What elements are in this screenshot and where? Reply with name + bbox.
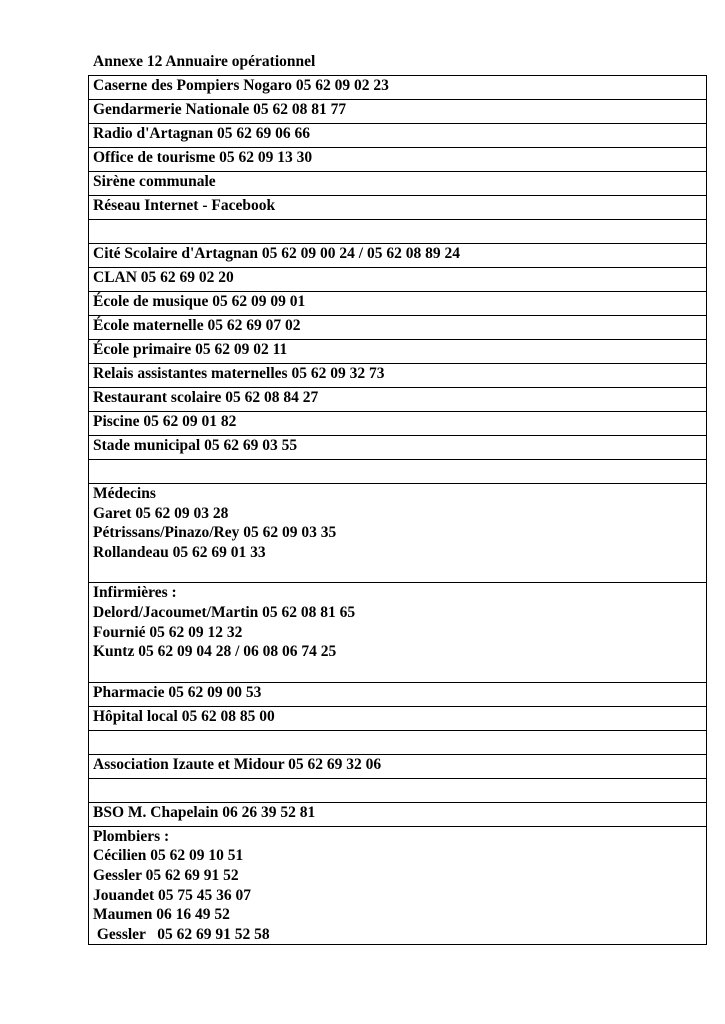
medecin-line: Rollandeau 05 62 69 01 33 — [93, 543, 266, 561]
entry-gendarmerie: Gendarmerie Nationale 05 62 08 81 77 — [89, 100, 707, 124]
entry-radio: Radio d'Artagnan 05 62 69 06 66 — [89, 124, 707, 148]
infirmieres-heading: Infirmières : — [93, 584, 177, 602]
entry-cite-scolaire: Cité Scolaire d'Artagnan 05 62 09 00 24 / 05 62 08 89 24 — [89, 244, 707, 268]
directory-table — [88, 75, 707, 945]
table-row — [89, 802, 707, 826]
entry-clan: CLAN 05 62 69 02 20 — [89, 268, 707, 292]
entry-restaurant-scolaire: Restaurant scolaire 05 62 08 84 27 — [89, 388, 707, 412]
entry-sirene: Sirène communale — [89, 172, 707, 196]
table-row — [89, 436, 707, 460]
entry-stade: Stade municipal 05 62 69 03 55 — [89, 436, 707, 460]
table-row — [89, 268, 707, 292]
entry-pompiers: Caserne des Pompiers Nogaro 05 62 09 02 23 — [89, 76, 707, 100]
table-row — [89, 196, 707, 220]
page-title: Annexe 12 Annuaire opérationnel — [93, 53, 316, 70]
entry-office-tourisme: Office de tourisme 05 62 09 13 30 — [89, 148, 707, 172]
entry-ecole-primaire: École primaire 05 62 09 02 11 — [89, 340, 707, 364]
table-row — [89, 316, 707, 340]
entry-ecole-maternelle: École maternelle 05 62 69 07 02 — [89, 316, 707, 340]
entry-piscine: Piscine 05 62 09 01 82 — [89, 412, 707, 436]
table-row — [89, 364, 707, 388]
table-row — [89, 826, 707, 945]
table-row — [89, 244, 707, 268]
table-row — [89, 412, 707, 436]
entry-association: Association Izaute et Midour 05 62 69 32 06 — [89, 754, 707, 778]
empty-row — [89, 778, 707, 802]
table-row — [89, 340, 707, 364]
table-row — [89, 706, 707, 730]
empty-cell — [89, 220, 707, 244]
plombier-line: Gessler 05 62 69 91 52 58 — [93, 925, 270, 943]
entry-hopital: Hôpital local 05 62 08 85 00 — [89, 706, 707, 730]
plombier-line: Maumen 06 16 49 52 — [93, 906, 230, 924]
entry-bso: BSO M. Chapelain 06 26 39 52 81 — [89, 802, 707, 826]
table-row — [89, 388, 707, 412]
table-row — [89, 682, 707, 706]
infirmiere-line: Fournié 05 62 09 12 32 — [93, 623, 243, 641]
empty-cell — [89, 778, 707, 802]
table-row — [89, 292, 707, 316]
table-row — [89, 76, 707, 100]
table-row — [89, 583, 707, 682]
empty-row — [89, 730, 707, 754]
infirmiere-line: Delord/Jacoumet/Martin 05 62 08 81 65 — [93, 603, 356, 621]
plombier-line: Gessler 05 62 69 91 52 — [93, 866, 239, 884]
empty-cell — [89, 730, 707, 754]
table-row — [89, 754, 707, 778]
medecin-line: Garet 05 62 09 03 28 — [93, 504, 229, 522]
infirmiere-line: Kuntz 05 62 09 04 28 / 06 08 06 74 25 — [93, 643, 337, 661]
plombiers-heading: Plombiers : — [93, 827, 170, 845]
entry-ecole-musique: École de musique 05 62 09 09 01 — [89, 292, 707, 316]
medecin-line: Pétrissans/Pinazo/Rey 05 62 09 03 35 — [93, 524, 337, 542]
plombier-line: Cécilien 05 62 09 10 51 — [93, 847, 244, 865]
entry-pharmacie: Pharmacie 05 62 09 00 53 — [89, 682, 707, 706]
plombier-line: Jouandet 05 75 45 36 07 — [93, 886, 252, 904]
entry-medecins — [89, 484, 707, 583]
table-row — [89, 172, 707, 196]
table-row — [89, 124, 707, 148]
empty-row — [89, 460, 707, 484]
entry-plombiers — [89, 826, 707, 945]
entry-relais: Relais assistantes maternelles 05 62 09 32 73 — [89, 364, 707, 388]
medecins-heading: Médecins — [93, 485, 156, 502]
table-row — [89, 100, 707, 124]
entry-infirmieres — [89, 583, 707, 682]
table-row — [89, 148, 707, 172]
empty-cell — [89, 460, 707, 484]
entry-reseau-internet: Réseau Internet - Facebook — [89, 196, 707, 220]
table-row — [89, 484, 707, 583]
empty-row — [89, 220, 707, 244]
